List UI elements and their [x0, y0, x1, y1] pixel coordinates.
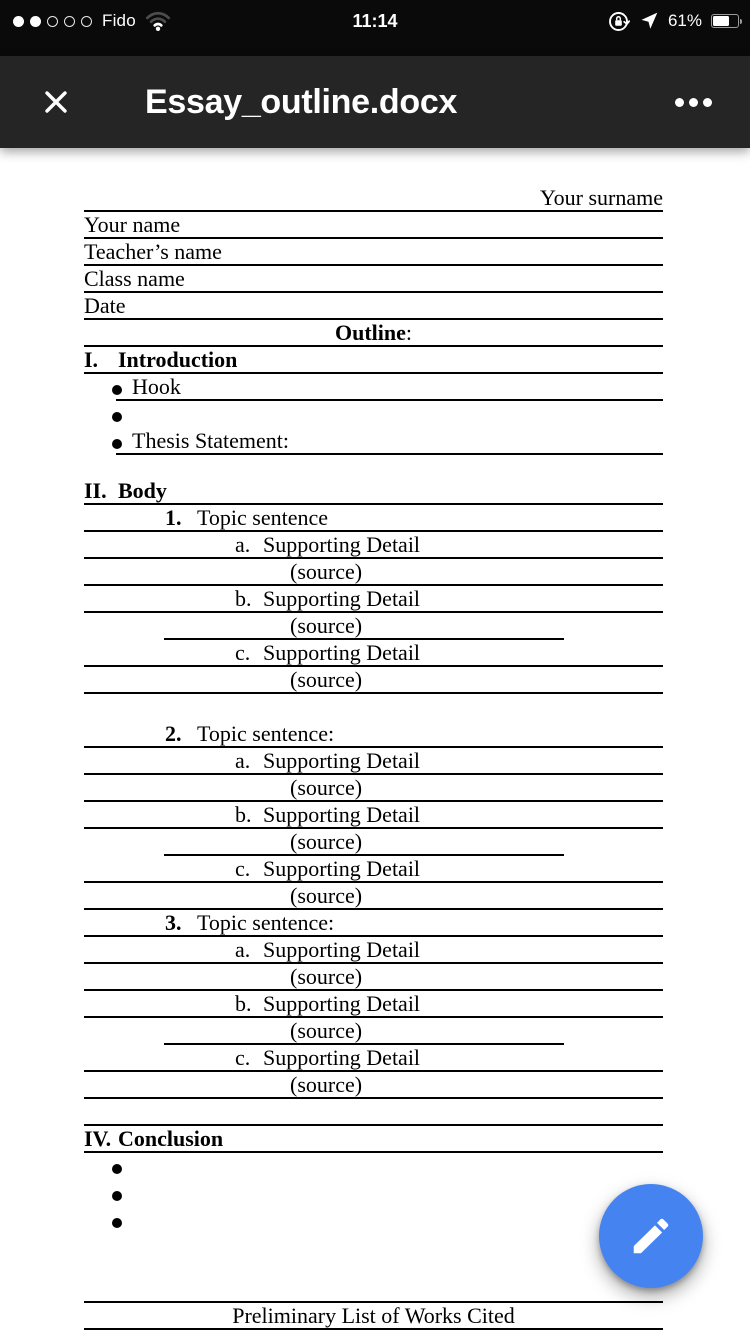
- orientation-lock-icon: [607, 10, 630, 33]
- doc-row-bullet: [84, 374, 663, 401]
- bullet-icon: [112, 1164, 122, 1174]
- doc-text: [165, 505, 328, 531]
- close-button[interactable]: [38, 84, 74, 120]
- doc-item-prefix: b.: [235, 802, 252, 827]
- doc-row-alpha: [84, 856, 663, 883]
- doc-row-source: [84, 883, 663, 910]
- doc-text: [84, 320, 663, 346]
- doc-text: [290, 559, 362, 585]
- doc-row-bullet: [84, 1153, 663, 1180]
- app-header: [0, 56, 750, 148]
- doc-item-prefix: 1.: [165, 505, 182, 530]
- doc-row-source: [84, 667, 663, 694]
- carrier-label: Fido: [102, 11, 136, 30]
- doc-item-text: (source): [290, 829, 363, 854]
- more-options-icon: [675, 98, 684, 107]
- doc-item-prefix: c.: [235, 1045, 251, 1070]
- doc-item-text: Class name: [84, 266, 185, 291]
- doc-item-prefix: b.: [235, 991, 252, 1016]
- doc-row-bullet: [84, 1180, 663, 1207]
- edit-fab-button[interactable]: [599, 1184, 703, 1288]
- more-options-icon: [703, 98, 712, 107]
- doc-text: [235, 640, 420, 666]
- battery-icon: [711, 14, 739, 28]
- doc-text: [235, 856, 420, 882]
- doc-row-source: [84, 964, 663, 991]
- bullet-icon: [112, 1191, 122, 1201]
- doc-row-source-ind: [84, 613, 663, 640]
- doc-text: [132, 428, 289, 454]
- doc-item-text: Conclusion: [118, 1126, 224, 1151]
- doc-row-num: [84, 910, 663, 937]
- doc-text: [290, 829, 362, 855]
- doc-item-text: (source): [290, 667, 363, 692]
- doc-row-blank: [84, 694, 663, 721]
- doc-row-spacer-sm: [84, 455, 663, 478]
- doc-text-run: :: [405, 320, 413, 345]
- doc-item-text: (source): [290, 1072, 363, 1097]
- doc-text: [165, 910, 334, 936]
- doc-item-text: Introduction: [118, 347, 238, 372]
- doc-row-alpha: [84, 937, 663, 964]
- doc-item-text: Topic sentence:: [197, 910, 335, 935]
- doc-text: [84, 1303, 663, 1329]
- doc-text: [84, 347, 237, 373]
- location-arrow-icon: [639, 11, 659, 31]
- battery-fill: [713, 16, 729, 26]
- doc-row-field-right: [84, 185, 663, 212]
- doc-text: [132, 374, 181, 400]
- battery-nub: [740, 19, 743, 24]
- doc-row-alpha: [84, 640, 663, 667]
- doc-row-num: [84, 505, 663, 532]
- doc-item-prefix: IV.: [84, 1126, 112, 1151]
- doc-item-text: Thesis Statement:: [132, 428, 290, 453]
- doc-item-text: Supporting Detail: [263, 802, 421, 827]
- doc-item-text: Supporting Detail: [263, 856, 421, 881]
- doc-text: [165, 721, 334, 747]
- doc-item-prefix: b.: [235, 586, 252, 611]
- close-icon: [40, 86, 72, 118]
- doc-row-bullet: [84, 428, 663, 455]
- doc-item-prefix: c.: [235, 640, 251, 665]
- doc-text: [290, 1018, 362, 1044]
- doc-text: [290, 775, 362, 801]
- doc-row-source: [84, 775, 663, 802]
- doc-row-num: [84, 721, 663, 748]
- doc-row-spacer-lg: [84, 1234, 663, 1276]
- doc-item-prefix: a.: [235, 748, 251, 773]
- doc-text: [84, 293, 126, 319]
- doc-item-text: Supporting Detail: [263, 640, 421, 665]
- doc-row-center-title: [84, 320, 663, 347]
- doc-text: [235, 1045, 420, 1071]
- doc-text: [235, 532, 420, 558]
- doc-item-text: Supporting Detail: [263, 1045, 421, 1070]
- doc-row-field: [84, 293, 663, 320]
- doc-text: [84, 212, 180, 238]
- doc-row-alpha: [84, 1045, 663, 1072]
- doc-item-text: Hook: [132, 374, 181, 399]
- doc-row-blank-line: [84, 1099, 663, 1126]
- doc-text: [290, 613, 362, 639]
- document-page[interactable]: [0, 148, 750, 1334]
- doc-item-text: (source): [290, 883, 363, 908]
- doc-item-text: (source): [290, 964, 363, 989]
- doc-row-field: [84, 212, 663, 239]
- doc-row-alpha: [84, 802, 663, 829]
- bullet-icon: [112, 385, 122, 395]
- doc-item-text: (source): [290, 559, 363, 584]
- doc-row-bullet: [84, 1207, 663, 1234]
- doc-row-source: [84, 1072, 663, 1099]
- doc-row-alpha: [84, 532, 663, 559]
- doc-item-prefix: I.: [84, 347, 99, 372]
- more-options-icon: [689, 98, 698, 107]
- doc-text: [290, 667, 362, 693]
- doc-row-heading: [84, 478, 663, 505]
- doc-text: [290, 883, 362, 909]
- doc-row-bullet: [84, 401, 663, 428]
- doc-item-text: Preliminary List of Works Cited: [232, 1303, 515, 1328]
- doc-item-text: Body: [118, 478, 167, 503]
- doc-text: [84, 478, 167, 504]
- doc-item-text: Topic sentence:: [197, 721, 335, 746]
- clock: 11:14: [352, 10, 398, 31]
- bullet-icon: [112, 412, 122, 422]
- doc-text: [235, 802, 420, 828]
- doc-item-text: Supporting Detail: [263, 586, 421, 611]
- doc-text: [235, 991, 420, 1017]
- doc-text: [235, 937, 420, 963]
- doc-row-heading: [84, 1126, 663, 1153]
- battery-percent-label: 61%: [667, 11, 702, 30]
- underline-rule: [84, 1328, 663, 1330]
- doc-item-text: Date: [84, 293, 126, 318]
- doc-row-heading: [84, 347, 663, 374]
- doc-item-text: Your name: [84, 212, 181, 237]
- doc-row-blank-line: [84, 1276, 663, 1303]
- doc-row-source-ind: [84, 829, 663, 856]
- doc-item-text: (source): [290, 775, 363, 800]
- doc-text: [235, 748, 420, 774]
- document-content: [84, 148, 663, 1330]
- doc-text: [84, 185, 663, 211]
- doc-text: [84, 1126, 223, 1152]
- doc-item-text: Supporting Detail: [263, 991, 421, 1016]
- doc-text: [290, 964, 362, 990]
- doc-item-text: Your surname: [539, 185, 663, 210]
- doc-text: [235, 586, 420, 612]
- doc-item-text: (source): [290, 613, 363, 638]
- bullet-icon: [112, 439, 122, 449]
- doc-item-prefix: 2.: [165, 721, 182, 746]
- doc-item-prefix: a.: [235, 937, 251, 962]
- doc-row-works-cited: [84, 1303, 663, 1330]
- doc-item-text: Supporting Detail: [263, 937, 421, 962]
- bullet-icon: [112, 1218, 122, 1228]
- doc-text-run: Outline: [334, 320, 406, 345]
- doc-item-prefix: 3.: [165, 910, 182, 935]
- doc-row-source-ind: [84, 1018, 663, 1045]
- doc-text: [84, 266, 185, 292]
- doc-row-alpha: [84, 748, 663, 775]
- pencil-icon: [628, 1213, 674, 1259]
- status-bar: [0, 0, 750, 56]
- doc-text: [84, 239, 222, 265]
- doc-item-prefix: II.: [84, 478, 107, 503]
- more-options-button[interactable]: [675, 84, 712, 120]
- doc-item-prefix: c.: [235, 856, 251, 881]
- doc-row-alpha: [84, 586, 663, 613]
- status-bar-right: [607, 0, 739, 42]
- doc-item-text: Supporting Detail: [263, 748, 421, 773]
- doc-item-prefix: a.: [235, 532, 251, 557]
- doc-item-text: Supporting Detail: [263, 532, 421, 557]
- doc-row-field: [84, 266, 663, 293]
- doc-text: [290, 1072, 362, 1098]
- doc-row-alpha: [84, 991, 663, 1018]
- document-title: Essay_outline.docx: [145, 82, 458, 121]
- doc-row-source: [84, 559, 663, 586]
- doc-item-text: Teacher’s name: [84, 239, 222, 264]
- doc-item-text: Topic sentence: [197, 505, 329, 530]
- doc-item-text: (source): [290, 1018, 363, 1043]
- doc-row-field: [84, 239, 663, 266]
